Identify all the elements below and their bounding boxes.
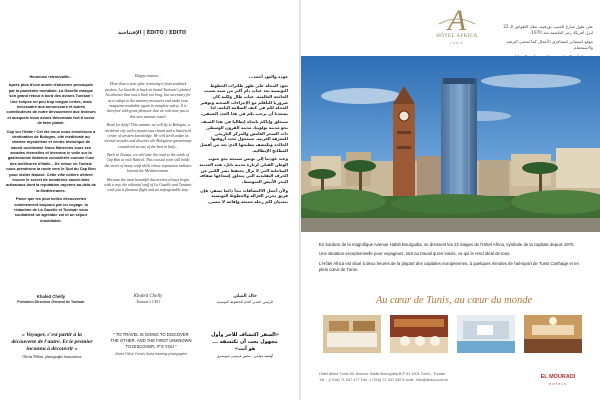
signature-english (118, 294, 178, 304)
fr-ad-paragraph: En bordure de la magnifique Avenue Habib Bourguiba, se dressent les 22 étages de l'Hôtel Africa, symbole de la capitale depuis 1970. (319, 242, 575, 247)
quote-text: «السفر اكتشاف للآخر وأول مجهول يجب أن تكتشفه ... هو أنت» (211, 332, 279, 352)
quote-french (10, 332, 94, 359)
restaurant-photo-image (390, 315, 448, 353)
ar-paragraph: وعند عودتنا إلى تونس سنتجه نحو جنوب الوطن القبلي لزيارة مدينة نابل، هذه المدينة الساحلية التي لا تزال تحتفظ بسر الكثير من الحرف التقليدية التي يتجاوز إشعاعها ضفاف البحر الأبيض المتوسط. (199, 156, 288, 184)
hotel-logo (427, 4, 487, 48)
signature-title: Tunisair's CEO (136, 300, 160, 304)
editorial-english (104, 74, 192, 194)
hotel-photo-strip (323, 315, 583, 353)
quote-english (110, 332, 192, 356)
en-paragraph: Back in Tunisia, we will take the road to the south of Cap Bon to visit Nabeul. This coastal town still holds the secret of many craft skills whose reputation radiates beyond the Mediterranean. (104, 153, 192, 174)
pool-photo-image (457, 315, 515, 353)
page-header (118, 30, 187, 40)
editorial-arabic (198, 74, 288, 204)
hotel-logo-mark-icon (427, 4, 487, 34)
en-paragraph: More than a year after removing it from seatback pockets, La Gazelle is back on board Tunisair's planes! An absence that was a little too long, but necessary for us to adapt to the sanitary measures and make your magazine available again in complete safety. It is therefore with great pleasure that we welcome you to this new summer issue! (104, 82, 192, 119)
signature-name: Khaled Chelly (36, 294, 66, 299)
ar-ad-paragraph: على طول شارع الحبيب بورقيبة، تطل الطوابق الـ 22 لنزل أفريكا، رمز العاصمة منذ 1970. (503, 24, 593, 35)
ar-ad-paragraph: موقع استثنائي لمسافري الأعمال كما لمحبي الترفيه والاستجمام. (506, 38, 593, 50)
signature-title: الرئيس المدير العام للخطوط التونسية (216, 300, 274, 304)
el-mouradi-logo (529, 372, 587, 388)
fr-paragraph: Heureuse retrouvaille... (29, 74, 73, 79)
quote-credit: أوليفيه فولمي - مصور فرنسي سويسري (216, 354, 274, 359)
signature-name: Khaled Chelly (133, 294, 163, 299)
quote-credit: Olivier Föllmi, photographe francosuisse (22, 354, 82, 359)
ar-paragraph: ولأن أجمل الاكتشافات تبدأ دائما بسفر، فإن فريق تحرير الغزالة والخطوط التونسية يتمنيان لكم رحلة ممتعة وإقامة لا تنسى. (200, 187, 288, 204)
restaurant-thumbnail (390, 315, 448, 353)
quote-text: « Voyager, c'est partir à la découverte de l'autre. Et le premier inconnu à découvrir » (11, 332, 93, 352)
city-photo (301, 56, 600, 232)
logo-city: TUNIS (450, 41, 464, 45)
lounge-thumbnail (524, 315, 582, 353)
hotel-advertisement-page (301, 0, 600, 400)
ar-paragraph: عودة والعود أحمد... (248, 74, 288, 79)
quote-text: " TO TRAVEL IS GOING TO DISCOVER THE OTHER. AND THE FIRST UNKNOWN TO DISCOVER, IT'S YOU " (110, 332, 192, 349)
quote-arabic (210, 332, 280, 359)
ad-tagline: Au cœur de Tunis, au cœur du monde (375, 295, 533, 306)
lounge-photo-image (524, 315, 582, 353)
fr-paragraph: Cap sur l'Italie ! Cet été nous nous envolerons à destination de Bologne, cité médiévale au charme mystérieux et centre historique de savoir occidental. Nous flânerons sous ses arcades éternelles et lèverons le voile sur la gastronomie italienne considérée comme l'une des meilleures d'Italie... De retour en Tunisie nous prendrons la route vers le Sud du Cap Bon pour visiter Nabeul. Cette ville côtière détient encore le secret de nombreux savoir-faire artisanaux dont la réputation rayonne au-delà de la Méditerranée. (6, 128, 96, 193)
signature-arabic (200, 294, 290, 304)
pool-thumbnail (457, 315, 515, 353)
signature-name: خالد الشلي (233, 294, 257, 299)
signature-title: Président Directeur Général de Tunisair (17, 300, 85, 304)
hotel-contact (319, 372, 519, 383)
header-arabic: الإفتتاحية (118, 30, 142, 36)
hotel-address: Hôtel Africa Tunis 50, Avenue Habib Bourguiba B.P 51 1001 Tunis - Tunisie (319, 372, 446, 376)
room-photo-image (323, 315, 381, 353)
hotel-phone-email: Tél. : (+216) 71 347 477 Fax : (+216) 71 347 432 E-mail : info@africa.com.tn (319, 377, 449, 382)
tunis-skyline-image (301, 56, 600, 232)
logo-letter: A (447, 4, 467, 34)
en-paragraph: Head for Italy! This summer we will fly to Bologna, a medieval city with a mysterious charm and a historical centre of western knowledge. We will stroll under its eternal arcades and discover the Bolognese gastronomy considered as one of the best in Italy... (104, 123, 192, 149)
fr-ad-paragraph: L'Hôtel Africa est situé à deux heures de la plupart des capitales européennes, à quelques minutes de l'aéroport de Tunis Carthage et en plein cœur de Tunis. (319, 260, 579, 273)
quote-credit: Olivier Föllmi, French-Swiss traveling photographer (114, 351, 188, 356)
room-thumbnail (323, 315, 381, 353)
editorial-french (6, 74, 96, 223)
ar-paragraph: سنحلق وإياكم باتجاه إيطاليا في هذا الصيف نحو مدينة بولونيا، مدينة القرون الوسطى ذات السحر الغامض والمركز التاريخي للمعرفة الغربية. سنتجول تحت أروقتها الخالدة ونكتشف مطبخها الذي يعد من أفضل المطابخ الإيطالية. (199, 119, 288, 153)
ar-paragraph: تعود المجلة على ظهر طائرات الخطوط التونسية بعد غياب دام أكثر من سنة بسبب الجائحة العالمية. غياب طال ولكنه كان ضروريا للتأقلم مع الإجراءات الصحية وتوفير المجلة لكم في كنف السلامة التامة. لذا يسعدنا أن نرحب بكم في هذا العدد الصيفي. (200, 82, 288, 116)
en-paragraph: Because the most beautiful discoveries always begin with a trip, the editorial staff of La Gazelle and Tunisair wish you a pleasant flight and an unforgettable stay. (104, 177, 192, 193)
fr-paragraph: Parce que les plus belles découvertes commencent toujours par un voyage, la rédaction de La Gazelle et Tunisair vous souhaitent un agréable vol et un séjour inoubliable. (13, 196, 89, 223)
brand-sub: HOTELS (549, 382, 567, 386)
editorial-page (0, 0, 299, 400)
signature-french (6, 294, 96, 304)
header-separator: | (143, 30, 145, 36)
ad-french-text (319, 242, 587, 274)
header-title: ÉDITO / EDITO (146, 30, 187, 36)
logo-name: HÔTEL AFRICA (436, 34, 478, 39)
brand-name: EL MOURADI (540, 374, 576, 380)
fr-ad-paragraph: Une situation exceptionnelle pour voyageurs, tant au travail qu'en loisirs, ce qui le rend idéal de tous. (319, 251, 511, 257)
en-paragraph: Happy reunion... (134, 74, 162, 78)
fr-paragraph: Après plus d'une année d'absence provoquée par la pandémie mondiale, La Gazelle marque son grand retour à bord des avions Tunisair ! Une éclipse un peu trop longue certes, mais nécessaire aux annonceurs et autres contributeurs de notre dévouement aux lecteurs et auxquels nous avons désormais fort à coeur de faire plaisir. (6, 82, 96, 126)
